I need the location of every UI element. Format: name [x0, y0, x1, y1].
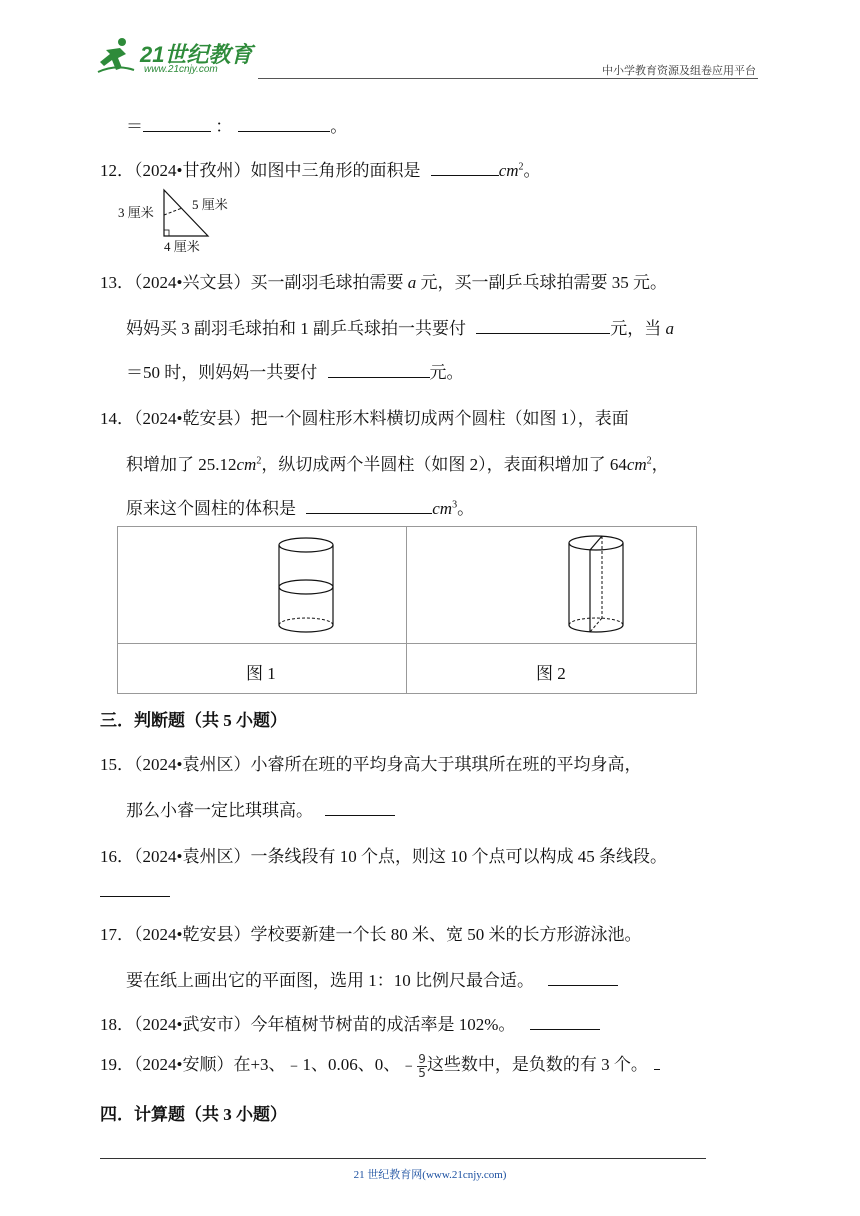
question-15-line2: 那么小睿一定比琪琪高。: [126, 796, 395, 821]
question-number: 13．: [100, 273, 134, 292]
logo-text: 21世纪教育: [140, 42, 253, 67]
answer-blank[interactable]: [100, 896, 170, 897]
question-number: 16．: [100, 847, 134, 866]
cylinder-horizontal-cut: [276, 533, 336, 643]
answer-blank[interactable]: [548, 968, 618, 986]
label-3cm: 3 厘米: [118, 205, 154, 220]
answer-blank[interactable]: [325, 798, 395, 816]
footer-site: 21 世纪教育网(www.21cnjy.com): [353, 1169, 507, 1181]
platform-title: 中小学教育资源及组卷应用平台: [602, 64, 756, 77]
answer-blank[interactable]: [328, 360, 430, 378]
running-figure-icon: [96, 36, 136, 76]
question-number: 17．: [100, 925, 134, 944]
cylinder-vertical-cut: [566, 533, 626, 643]
answer-blank[interactable]: [530, 1012, 600, 1030]
answer-blank[interactable]: [143, 114, 211, 132]
question-12: 12．（2024•甘孜州）如图中三角形的面积是 $cm^2$。: [100, 156, 541, 181]
table-vertical-divider: [406, 527, 407, 693]
figure-1-label: 图 1: [246, 664, 276, 683]
question-number: 19．: [100, 1055, 134, 1074]
top-fragment: ＝ ： 。: [126, 112, 347, 137]
question-15-line1: 15．（2024•袁州区）小睿所在班的平均身高大于琪琪所在班的平均身高，: [100, 755, 642, 774]
header-divider: [258, 78, 758, 79]
question-number: 15．: [100, 755, 134, 774]
question-17-line2: 要在纸上画出它的平面图，选用 1：10 比例尺最合适。: [126, 966, 618, 991]
question-17-line1: 17．（2024•乾安县）学校要新建一个长 80 米、宽 50 米的长方形游泳池。: [100, 925, 642, 944]
logo-url: www.21cnjy.com: [144, 64, 218, 75]
question-18-line1: 18．（2024•武安市）今年植树节树苗的成活率是 102%。: [100, 1010, 600, 1035]
question-19-line1: 19．（2024•安顺）在+3、﹣1、0.06、0、﹣ $\frac{9}{5}$ 这些数中，是负数的有 3 个。: [100, 1050, 660, 1080]
question-number: 14．: [100, 409, 134, 428]
figure-2-label: 图 2: [536, 664, 566, 683]
answer-blank[interactable]: [306, 496, 432, 514]
fraction-nine-fifths: $\frac{9}{5}$: [418, 1051, 426, 1080]
answer-blank[interactable]: [654, 1052, 660, 1070]
answer-blank[interactable]: [431, 158, 499, 176]
label-5cm: 5 厘米: [192, 197, 228, 212]
header-logo: [96, 36, 266, 78]
figure-table: [117, 526, 697, 694]
question-number: 18．: [100, 1015, 134, 1034]
question-13-line3: ＝50 时，则妈妈一共要付 元。: [126, 358, 464, 383]
question-16-line1: 16．（2024•袁州区）一条线段有 10 个点，则这 10 个点可以构成 45 条线段。: [100, 847, 667, 866]
answer-blank[interactable]: [476, 316, 610, 334]
question-14-line2: 积增加了 $25.12cm^2$，纵切成两个半圆柱（如图 2），表面积增加了 $64cm^2$，: [126, 455, 669, 474]
question-14-line3: 原来这个圆柱的体积是 $cm^3$。: [126, 494, 474, 519]
label-4cm: 4 厘米: [164, 239, 200, 254]
section-heading-3: 三．判断题（共 5 小题）: [100, 711, 287, 730]
footer-divider: [100, 1158, 706, 1159]
question-13-line1: 13．（2024•兴文县）买一副羽毛球拍需要 a 元，买一副乒乓球拍需要 35 元。: [100, 273, 667, 292]
triangle-figure: [112, 186, 252, 254]
answer-blank[interactable]: [238, 114, 330, 132]
table-horizontal-divider: [118, 643, 696, 644]
section-heading-4: 四．计算题（共 3 小题）: [100, 1105, 287, 1124]
question-number: 12．: [100, 161, 134, 180]
question-14-line1: 14．（2024•乾安县）把一个圆柱形木料横切成两个圆柱（如图 1），表面: [100, 409, 629, 428]
question-13-line2: 妈妈买 3 副羽毛球拍和 1 副乒乓球拍一共要付 元，当 a: [126, 314, 674, 339]
